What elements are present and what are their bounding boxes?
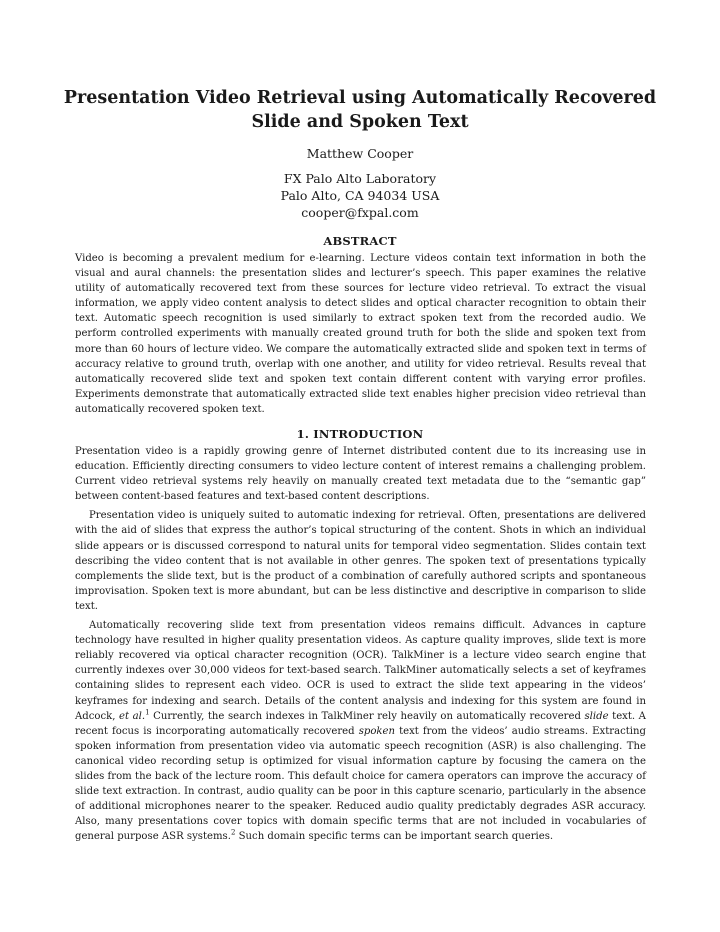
p3-part-c: text. A recent focus is incorporating automatically recovered <box>75 710 646 737</box>
ref-1: 1 <box>145 708 150 717</box>
spoken-emph: spoken <box>358 725 395 737</box>
affiliation-org: FX Palo Alto Laboratory <box>283 171 437 186</box>
title-line-1: Presentation Video Retrieval using Automatically Recovered <box>63 88 657 108</box>
affiliation-email: cooper@fxpal.com <box>301 205 419 220</box>
abstract-paragraph: Video is becoming a prevalent medium for e-learning. Lecture videos contain text information in both the visual and aural channels: the presentation slides and lecturer’s speech. This paper examines the relative utility of automatically recovered text from these sources for lecture video retrieval. To extract the visual information, we apply video content analysis to detect slides and optical character recognition to obtain their text. Automatic speech recognition is used similarly to extract spoken text from the recorded audio. We perform controlled experiments with manually created ground truth for both the slide and spoken text from more than 60 hours of lecture video. We compare the automatically extracted slide and spoken text in terms of accuracy relative to ground truth, overlap with one another, and utility for video retrieval. Results reveal that automatically recovered slide text and spoken text contain different content with varying error profiles. Experiments demonstrate that automatically extracted slide text enables higher precision video retrieval than automatically recovered spoken text. <box>75 253 646 415</box>
p3-part-a: Automatically recovering slide text from presentation videos remains difficult. Advances in capture technology have resulted in higher quality presentation videos. As capture quality improves, slide text is more reliably recovered via optical character recognition (OCR). TalkMiner is a lecture video search engine that currently indexes over 30,000 videos for text-based search. TalkMiner automatically selects a set of keyframes containing slides to represent each video. OCR is used to extract the slide text appearing in the videos’ keyframes for indexing and search. Details of the content analysis and indexing for this system are found in Adcock, <box>75 620 646 722</box>
title-line-2: Slide and Spoken Text <box>251 112 469 132</box>
introduction-body <box>75 444 646 844</box>
intro-paragraph-2: Presentation video is uniquely suited to automatic indexing for retrieval. Often, presentations are delivered with the aid of slides that express the author’s topical structuring of the content. Shots in which an individual slide appears or is discussed correspond to natural units for temporal video segmentation. Slides contain text describing the video content that is not available in other genres. The spoken text of presentations typically complements the slide text, but is the product of a combination of carefully authored scripts and spontaneous improvisation. Spoken text is more abundant, but can be less distinctive and descriptive in comparison to slide text. <box>75 510 646 612</box>
abstract-body <box>75 251 646 417</box>
p3-part-b: Currently, the search indexes in TalkMiner rely heavily on automatically recovered <box>149 710 581 722</box>
paper-title <box>60 86 660 134</box>
author-name: Matthew Cooper <box>306 146 414 161</box>
slide-emph: slide <box>584 710 609 722</box>
introduction-heading: 1. INTRODUCTION <box>296 427 424 441</box>
ref-2: 2 <box>230 828 236 837</box>
p3-part-e: Such domain specific terms can be important search queries. <box>235 831 554 843</box>
p3-part-d: text from the videos’ audio streams. Extracting spoken information from presentation video via automatic speech recognition (ASR) is also challenging. The canonical video recording setup is optimized for visual information capture by focusing the camera on the slides from the back of the lecture room. This default choice for camera operators can improve the accuracy of slide text extraction. In contrast, audio quality can be poor in this capture scenario, particularly in the absence of additional microphones nearer to the speaker. Reduced audio quality predictably degrades ASR accuracy. Also, many presentations cover topics with domain specific terms that are not included in vocabularies of general purpose ASR systems. <box>75 725 646 843</box>
et-al: et al. <box>119 710 146 722</box>
affiliation-city: Palo Alto, CA 94034 USA <box>280 188 440 203</box>
abstract-heading: ABSTRACT <box>323 234 397 248</box>
intro-paragraph-3 <box>75 618 646 844</box>
intro-paragraph-1: Presentation video is a rapidly growing genre of Internet distributed content due to its increasing use in education. Efficiently directing consumers to video lecture content of interest remains a challenging problem. Current video retrieval systems rely heavily on manually created text metadata due to the “semantic gap” between content-based features and text-based content descriptions. <box>75 446 646 503</box>
affiliation <box>160 170 560 221</box>
